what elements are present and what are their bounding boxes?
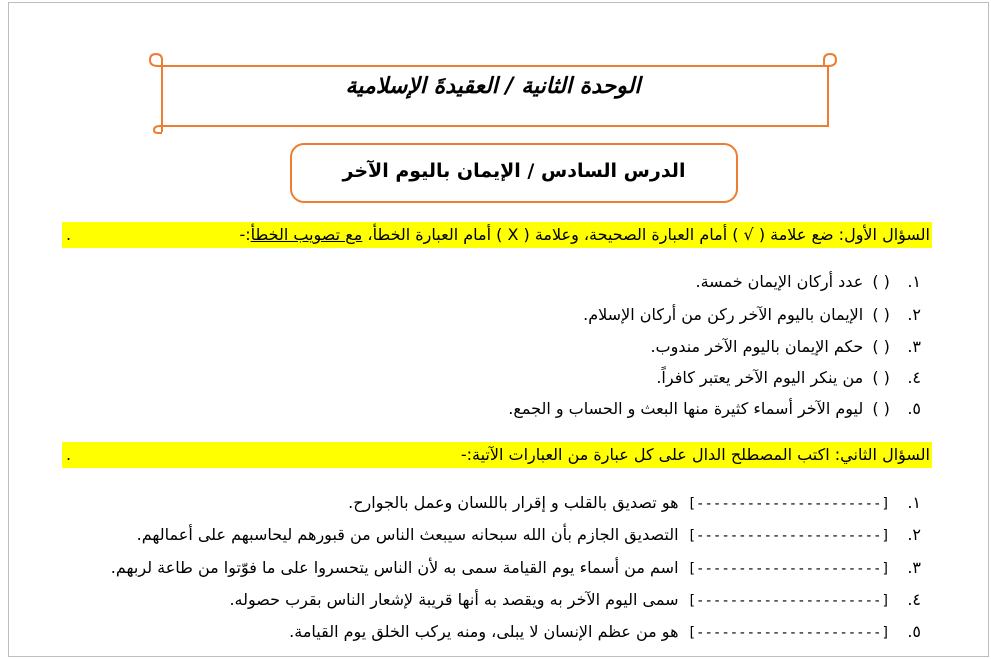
- question2-item: ٤. [----------------------] سمى اليوم الآخر به ويقصد به أنها قريبة لإشعار الناس بقرب حصوله.: [229, 588, 921, 613]
- question1-item: ٢. ( ) الإيمان باليوم الآخر ركن من أركان الإسلام.: [583, 303, 921, 327]
- answer-blank: [----------------------]: [687, 625, 890, 641]
- unit-title-banner: [148, 52, 838, 134]
- question1-item: ٤. ( ) من ينكر اليوم الآخر يعتبر كافراً.: [656, 366, 921, 390]
- question1-item: ١. ( ) عدد أركان الإيمان خمسة.: [696, 270, 921, 294]
- question2-item: ٢. [----------------------] التصديق الجازم بأن الله سبحانه سيبعث الناس من قبورهم ليحاسبهم على أعمالهم.: [137, 523, 921, 548]
- question1-prompt: السؤال الأول: ضع علامة ( √ ) أمام العبارة الصحيحة، وعلامة ( X ) أمام العبارة الخطأ، مع تصويب الخطأ:- .: [62, 222, 932, 248]
- answer-blank: [----------------------]: [687, 593, 890, 609]
- answer-slot: ( ): [872, 368, 890, 387]
- answer-slot: ( ): [872, 399, 890, 418]
- answer-slot: ( ): [872, 305, 890, 324]
- lesson-title: الدرس السادس / الإيمان باليوم الآخر: [342, 160, 686, 182]
- question2-item: ١. [----------------------] هو تصديق بالقلب و إقرار باللسان وعمل بالجوارح.: [348, 491, 921, 516]
- question1-prompt-text: السؤال الأول: ضع علامة ( √ ) أمام العبارة الصحيحة، وعلامة ( X ) أمام العبارة الخطأ، مع تصويب الخطأ:-: [239, 225, 930, 244]
- answer-blank: [----------------------]: [687, 496, 890, 512]
- question1-underlined: مع تصويب الخطأ: [250, 225, 363, 244]
- question1-item: ٥. ( ) ليوم الآخر أسماء كثيرة منها البعث و الحساب و الجمع.: [508, 397, 921, 421]
- question1-item: ٣. ( ) حكم الإيمان باليوم الآخر مندوب.: [650, 335, 921, 359]
- question2-item: ٣. [----------------------] اسم من أسماء يوم القيامة سمى به لأن الناس يتحسروا على ما فوّتوا من طاعة لربهم.: [111, 556, 921, 581]
- unit-title: الوحدة الثانية / العقيدةَ الإسلامية: [345, 74, 641, 99]
- lesson-title-box: [290, 143, 738, 203]
- question2-item: ٥. [----------------------] هو من عظم الإنسان لا يبلى، ومنه يركب الخلق يوم القيامة.: [289, 620, 921, 645]
- answer-blank: [----------------------]: [687, 561, 890, 577]
- answer-slot: ( ): [872, 272, 890, 291]
- answer-blank: [----------------------]: [687, 528, 890, 544]
- question2-prompt: السؤال الثاني: اكتب المصطلح الدال على كل عبارة من العبارات الآتية:- .: [62, 442, 932, 468]
- answer-slot: ( ): [872, 337, 890, 356]
